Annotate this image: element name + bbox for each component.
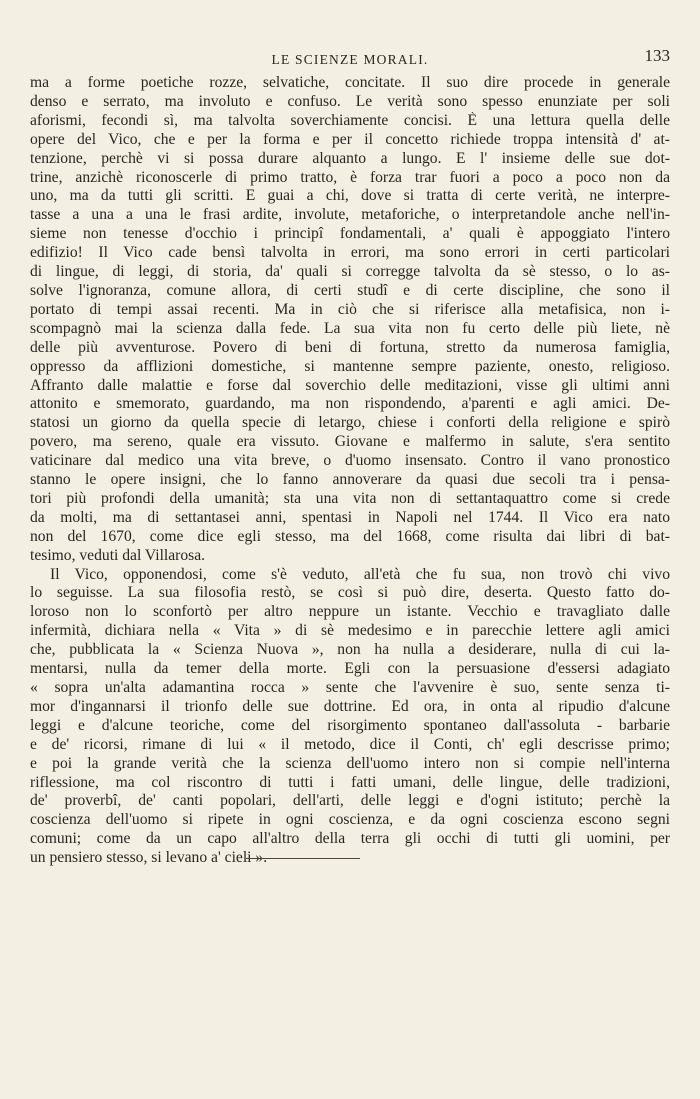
- text-line: di lingue, di leggi, di storia, da' quali si corregge talvolta da sè stesso, o lo as-: [30, 263, 670, 281]
- text-line: delle più avventurose. Povero di beni di fortuna, stretto da numerosa famiglia,: [30, 338, 670, 356]
- text-line: trine, anzichè riconoscerle di primo tratto, è forza trar fuori a poco a poco non da: [30, 168, 670, 186]
- text-line: de' proverbî, de' canti popolari, dell'arti, delle leggi e d'ogni istituto; perchè la: [30, 792, 670, 810]
- text-line: Il Vico, opponendosi, come s'è veduto, all'età che fu sua, non trovò chi vivo: [50, 565, 670, 583]
- text-line: solve l'ignoranza, comune allora, di certi studî e di certe discipline, che sono il: [30, 281, 670, 299]
- text-line: non del 1670, come dice egli stesso, ma del 1668, come risulta dai libri di bat-: [30, 527, 670, 545]
- text-line: attonito e smemorato, guardando, ma non rispondendo, a'parenti e agli amici. De-: [30, 395, 670, 413]
- text-line: tasse a una a una le frasi ardite, involute, metaforiche, o interpretandole anche nell'in-: [30, 206, 670, 224]
- text-line: mentarsi, nulla da temer della morte. Egli con la persuasione d'essersi adagiato: [30, 660, 670, 678]
- text-line: povero, ma sereno, quale era vissuto. Giovane e malfermo in salute, s'era sentito: [30, 433, 670, 451]
- end-rule: [246, 858, 360, 859]
- text-line: tori più profondi della umanità; sta una vita non di settantaquattro come si crede: [30, 489, 670, 507]
- text-line: e de' ricorsi, rimane di lui « il metodo, dice il Conti, ch' egli descrisse primo;: [30, 735, 670, 753]
- text-line: sieme non tenesse d'occhio i principî fondamentali, a' quali è appoggiato l'intero: [30, 225, 670, 243]
- text-line: tesimo, veduti dal Villarosa.: [30, 546, 206, 564]
- text-line: vaticinare dal medico una vita breve, o d'uomo insensato. Contro il vano pronostico: [30, 452, 670, 470]
- text-line: leggi e d'alcune teoriche, come del risorgimento spontaneo dall'assoluta - barbarie: [30, 716, 670, 734]
- text-line: aforismi, fecondi sì, ma talvolta soverchiamente concisi. È una lettura quella delle: [30, 111, 670, 129]
- text-line: mor d'ingannarsi il trionfo delle sue dottrine. Ed ora, in onta al ripudio d'alcune: [30, 697, 670, 715]
- text-line: infermità, dichiara nella « Vita » di sè medesimo e in parecchie lettere agli amici: [30, 622, 670, 640]
- text-line: coscienza dell'uomo si ripete in ogni coscienza, e da ogni coscienza escono segni: [30, 811, 670, 829]
- text-line: oppresso da afflizioni domestiche, si mantenne sempre paziente, onesto, religioso.: [30, 357, 670, 375]
- page-body: [30, 74, 670, 868]
- text-line: e poi la grande verità che la scienza dell'uomo intero non si compie nell'interna: [30, 754, 670, 772]
- text-line: un pensiero stesso, si levano a' cieli ».: [30, 849, 268, 867]
- text-line: lo seguisse. La sua filosofia restò, se così si può dire, deserta. Questo fatto do-: [30, 584, 670, 602]
- text-line: ma a forme poetiche rozze, selvatiche, concitate. Il suo dire procede in generale: [30, 74, 670, 91]
- text-line: opere del Vico, che e per la forma e per il concetto richiede troppa intensità d' at-: [30, 130, 670, 148]
- paragraph-2: [30, 566, 670, 869]
- text-line: scompagnò mai la scienza dalla fede. La sua vita non fu certo delle più liete, nè: [30, 319, 670, 337]
- running-head: LE SCIENZE MORALI.: [271, 52, 429, 67]
- paragraph-1: [30, 74, 670, 566]
- text-line: che, pubblicata la « Scienza Nuova », non ha nulla a desiderare, nulla di cui la-: [30, 641, 670, 659]
- text-line: denso e serrato, ma involuto e confuso. Le verità sono spesso enunziate per soli: [30, 92, 670, 110]
- text-line: edifizio! Il Vico cade bensì talvolta in errori, ma sono errori in certi particolari: [30, 244, 670, 262]
- page-header: [30, 46, 670, 70]
- page-number: 133: [644, 46, 670, 65]
- text-line: loroso non lo sconfortò per altro neppure un istante. Vecchio e travagliato dalle: [30, 603, 670, 621]
- text-line: « sopra un'alta adamantina rocca » sente che l'avvenire è suo, sente senza ti-: [30, 679, 670, 696]
- text-line: stanno le opere insigni, che lo fanno annoverare da quasi due secoli tra i pensa-: [30, 471, 670, 489]
- text-line: tenzione, perchè vi si possa durare alquanto a lungo. E l' insieme delle sue dot-: [30, 149, 670, 167]
- text-line: Affranto dalle malattie e forse dal soverchio delle meditazioni, visse gli ultimi anni: [30, 376, 670, 394]
- text-line: riflessione, ma col riscontro di tutti i fatti umani, delle lingue, delle tradizioni,: [30, 773, 670, 791]
- text-line: comuni; come da un capo all'altro della terra gli occhi di tutti gli uomini, per: [30, 830, 670, 848]
- text-line: statosi un giorno da quella specie di letargo, chiese i conforti della religione e spirò: [30, 414, 670, 432]
- text-line: da molti, ma di settantasei anni, spentasi in Napoli nel 1744. Il Vico era nato: [30, 508, 670, 526]
- text-line: portato di tempi assai recenti. Ma in ciò che si riferisce alla metafisica, non i-: [30, 300, 670, 318]
- text-line: uno, ma da tutti gli scritti. E guai a chi, dove si tratta di certe verità, ne interpre-: [30, 187, 670, 205]
